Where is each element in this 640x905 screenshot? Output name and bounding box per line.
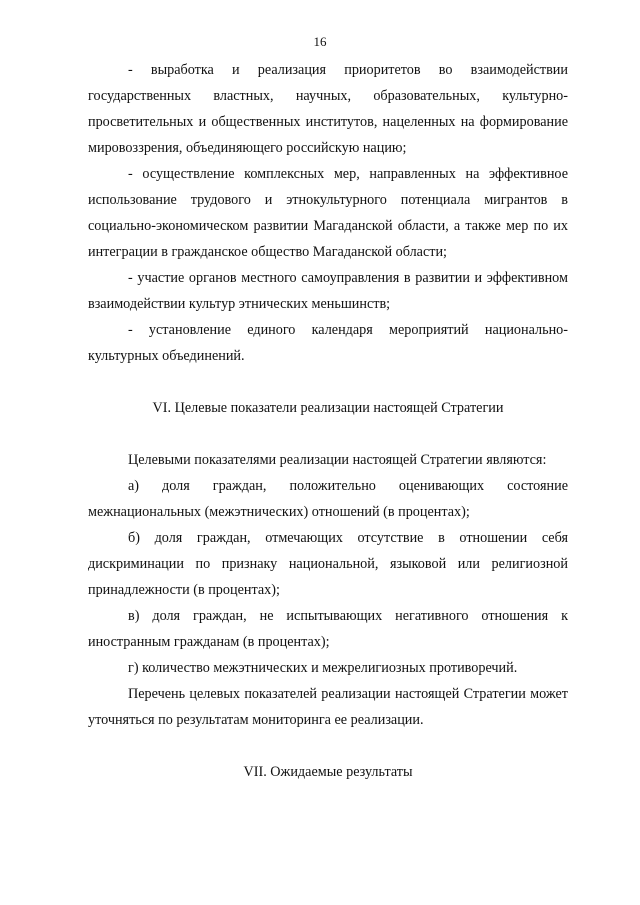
section-7-heading: VII. Ожидаемые результаты <box>243 764 413 780</box>
page-number: 16 <box>313 34 327 49</box>
list-item-local-government: - участие органов местного самоуправления в развитии и эффективном взаимодействии культур этнических меньшинств; <box>88 270 568 312</box>
indicator-item-a: а) доля граждан, положительно оценивающих состояние межнациональных (межэтнических) отношений (в процентах); <box>88 478 568 520</box>
list-item-calendar: - установление единого календаря мероприятий национально-культурных объединений. <box>88 322 568 364</box>
section-6-intro: Целевыми показателями реализации настоящей Стратегии являются: <box>128 452 547 468</box>
indicator-item-c: в) доля граждан, не испытывающих негативного отношения к иностранным гражданам (в процентах); <box>88 608 568 650</box>
list-item-migrants: - осуществление комплексных мер, направленных на эффективное использование трудового и этнокультурного потенциала мигрантов в социально-экономическом развитии Магаданской области, а также мер по их интеграции в гражданское общество Магаданской области; <box>88 166 568 260</box>
indicator-item-d: г) количество межэтнических и межрелигиозных противоречий. <box>128 660 518 676</box>
list-item-priorities: - выработка и реализация приоритетов во взаимодействии государственных властных, научных, образовательных, культурно-просветительных и общественных институтов, нацеленных на формирование мировоззрения, объединяющего российскую нацию; <box>88 62 568 156</box>
section-6-heading: VI. Целевые показатели реализации настоящей Стратегии <box>152 400 504 416</box>
indicator-item-b: б) доля граждан, отмечающих отсутствие в отношении себя дискриминации по признаку национальной, языковой или религиозной принадлежности (в процентах); <box>88 530 568 598</box>
section-6-closing: Перечень целевых показателей реализации настоящей Стратегии может уточняться по результатам мониторинга ее реализации. <box>88 686 568 728</box>
page-content <box>88 57 568 785</box>
